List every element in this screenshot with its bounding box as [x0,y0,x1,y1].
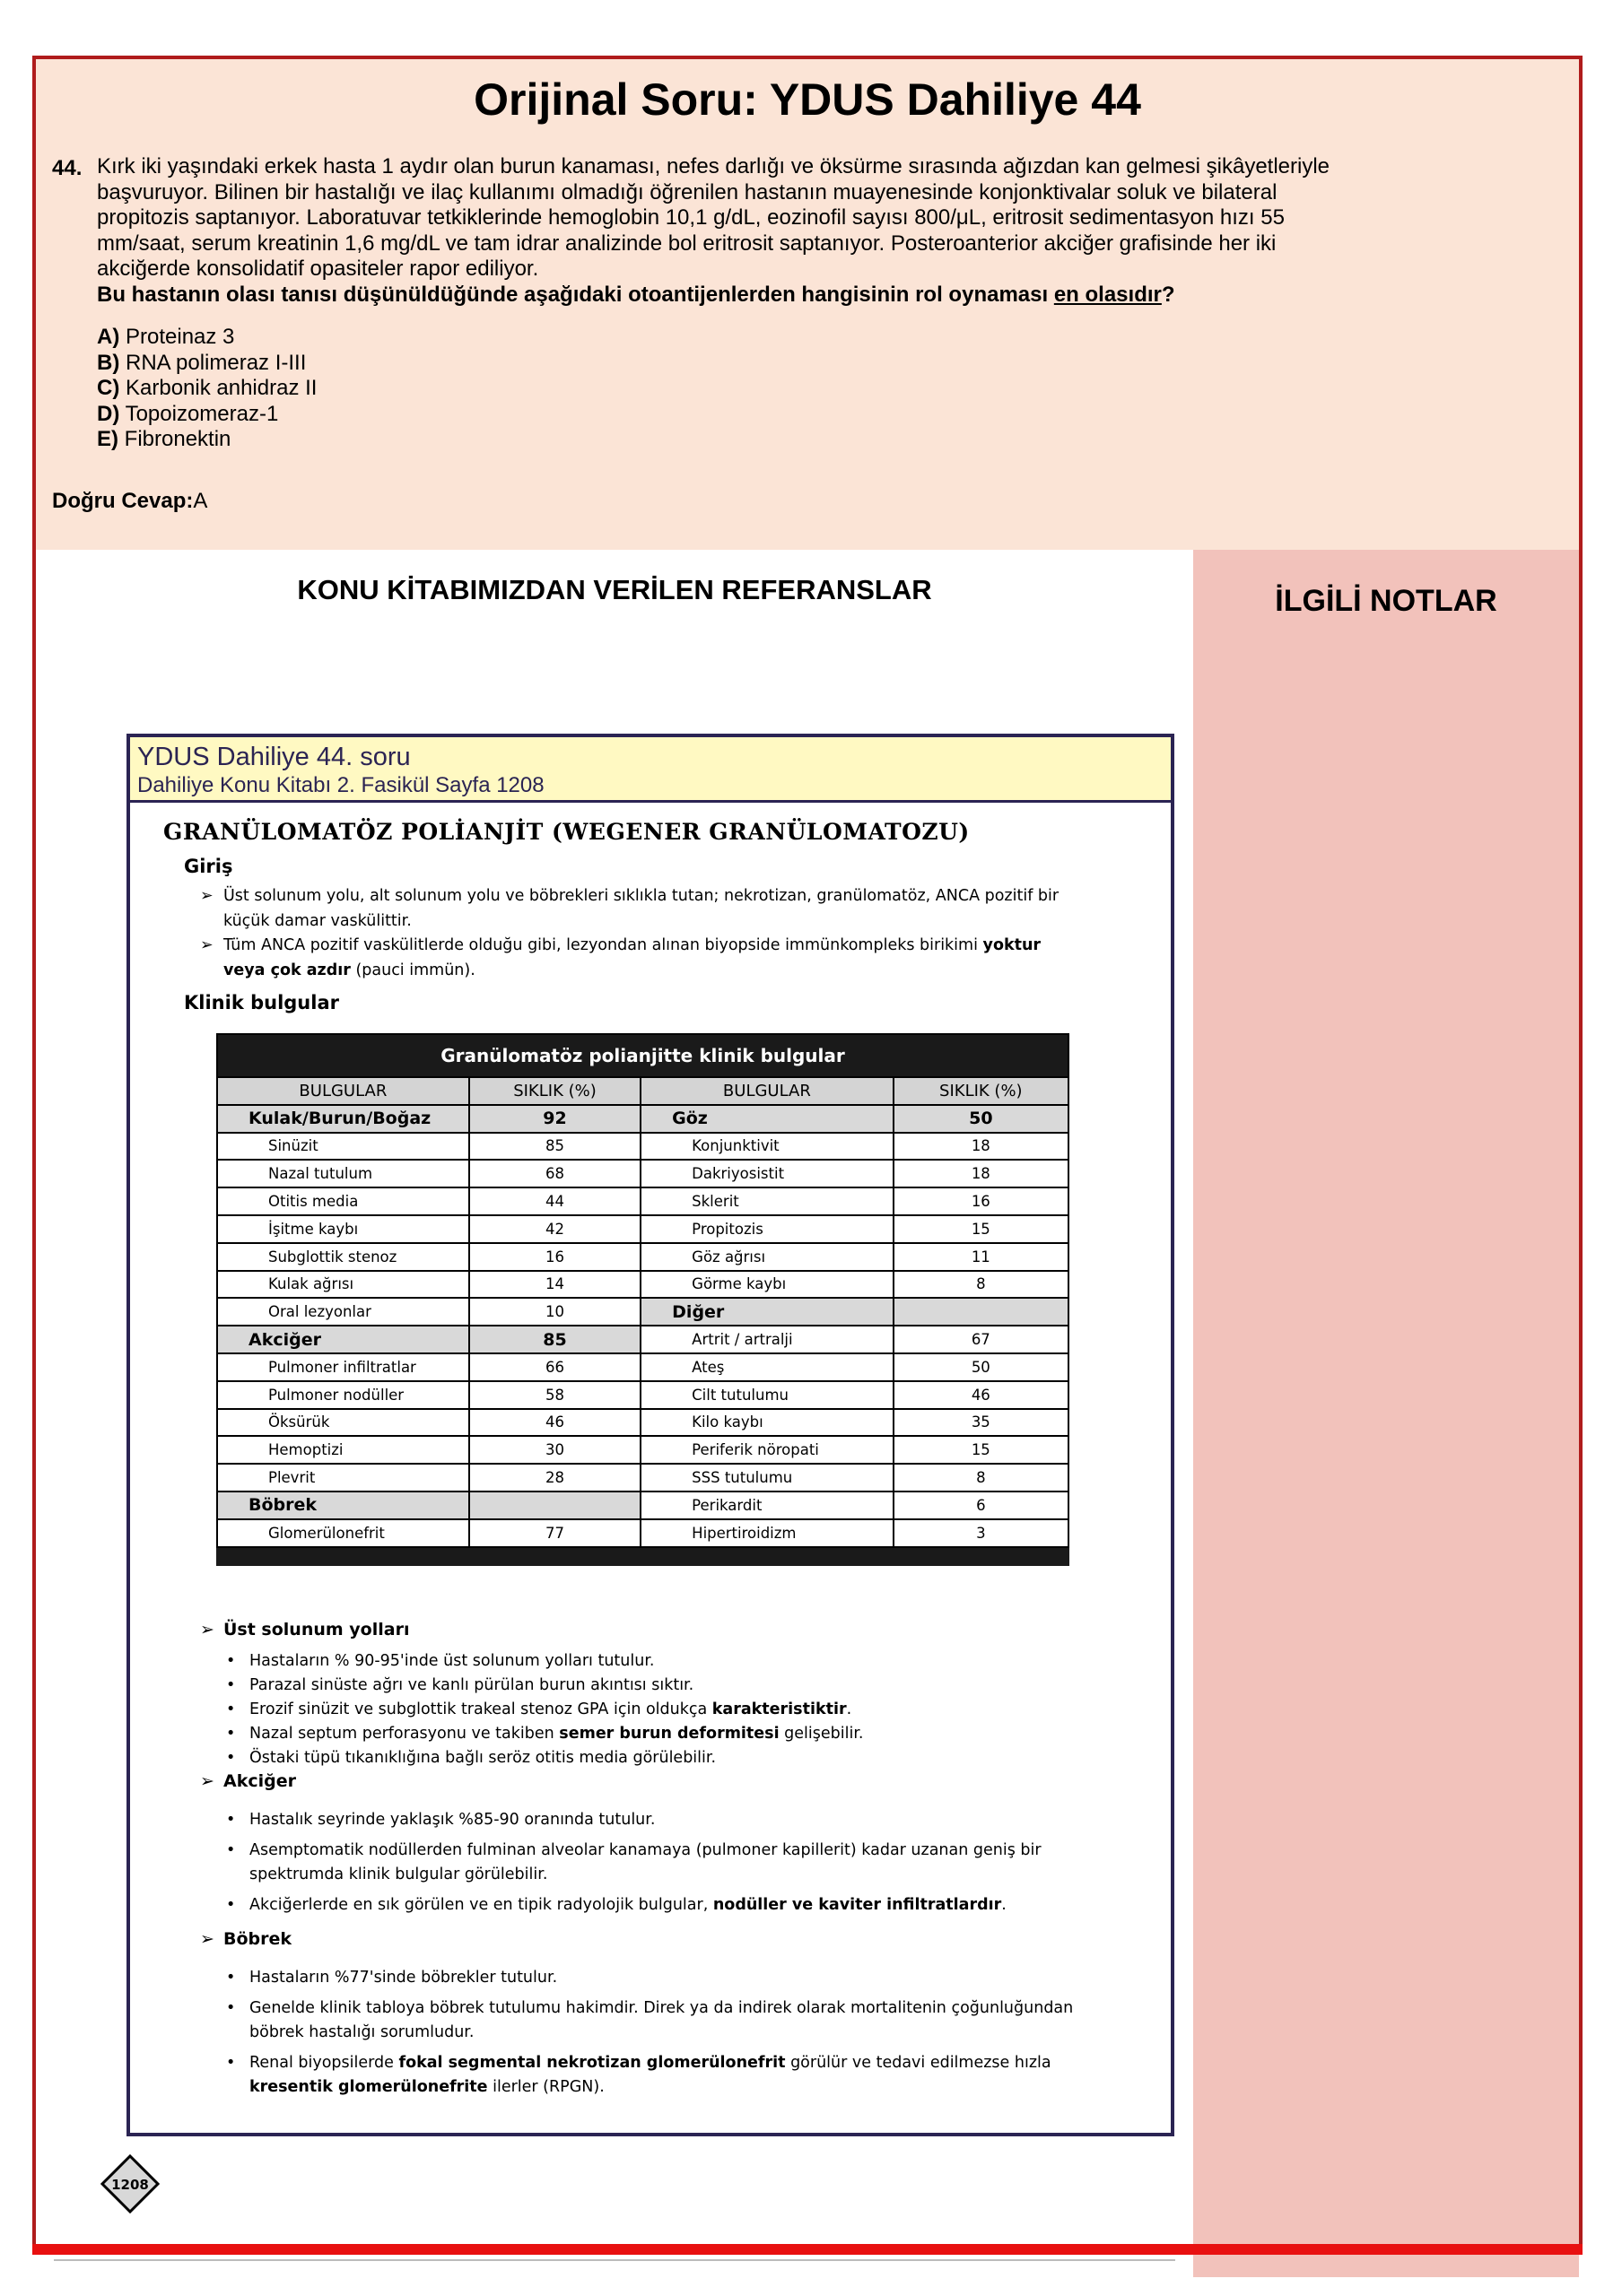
list-item: • Hastalık seyrinde yaklaşık %85-90 oranında tutulur. [249,1808,1075,1832]
finding-frequency: 16 [469,1243,641,1271]
finding-name: Kulak/Burun/Boğaz [217,1105,469,1133]
bullet-dot-icon: • [226,1811,236,1829]
list-item: • Asemptomatik nodüllerden fulminan alveolar kanamaya (pulmoner kapillerit) kadar uzanan geniş bir spektrumda klinik bulgular görülebilir. [249,1839,1075,1887]
notes-title: İLGİLİ NOTLAR [1275,584,1497,618]
intro-heading: Giriş [184,856,233,877]
finding-name: Pulmoner nodüller [217,1381,469,1409]
finding-frequency: 35 [894,1409,1068,1437]
arrow-bullet-icon: ➢ [200,1771,214,1791]
option-d: D) Topoizomeraz-1 [97,401,279,426]
list-item: • Hastaların % 90-95'inde üst solunum yolları tutulur. [249,1649,1075,1674]
finding-frequency: 3 [894,1519,1068,1547]
finding-name: Hemoptizi [217,1436,469,1464]
bottom-red-rule [32,2244,1583,2255]
finding-name: Göz [641,1105,893,1133]
bullet-dot-icon: • [226,1841,236,1859]
finding-frequency: 68 [469,1160,641,1187]
finding-frequency: 50 [894,1353,1068,1381]
list-item: • Erozif sinüzit ve subglottik trakeal stenoz GPA için oldukça karakteristiktir. [249,1698,1075,1722]
finding-frequency: 92 [469,1105,641,1133]
option-c: C) Karbonik anhidraz II [97,376,318,401]
finding-name: Glomerülonefrit [217,1519,469,1547]
finding-name: Kulak ağrısı [217,1271,469,1299]
question-line: propitozis saptanıyor. Laboratuvar tetkiklerinde hemoglobin 10,1 g/dL, eozinofil sayısı 800/μL, eritrosit sedimentasyon hızı 55 [97,205,1285,230]
bullet-dot-icon: • [226,1700,236,1718]
bullet-dot-icon: • [226,1896,236,1914]
finding-name: Sklerit [641,1187,893,1215]
question-line: akciğerde konsolidatif opasiteler rapor ediliyor. [97,257,539,282]
list-item: • Genelde klinik tabloya böbrek tutulumu hakimdir. Direk ya da indirek olarak mortalitenin çoğunluğundan böbrek hastalığı sorumludur. [249,1996,1075,2045]
finding-frequency: 11 [894,1243,1068,1271]
option-b: B) RNA polimeraz I-III [97,350,307,375]
finding-name: Öksürük [217,1409,469,1437]
finding-frequency: 14 [469,1271,641,1299]
option-a: A) Proteinaz 3 [97,325,235,349]
finding-name: Subglottik stenoz [217,1243,469,1271]
list-item: • Nazal septum perforasyonu ve takiben semer burun deformitesi gelişebilir. [249,1722,1075,1746]
finding-name: Hipertiroidizm [641,1519,893,1547]
kidney-heading: ➢ Böbrek [200,1929,292,1949]
bullet-dot-icon: • [226,1749,236,1767]
references-title: KONU KİTABIMIZDAN VERİLEN REFERANSLAR [297,574,932,605]
page-title: GRANÜLOMATÖZ POLİANJİT (WEGENER GRANÜLOMATOZU) [163,819,970,845]
list-item: • Östaki tüpü tıkanıklığına bağlı seröz otitis media görülebilir. [249,1746,1075,1770]
finding-name: Cilt tutulumu [641,1381,893,1409]
finding-name: Periferik nöropati [641,1436,893,1464]
finding-frequency: 77 [469,1519,641,1547]
table-header: BULGULAR [641,1077,893,1105]
stem-emphasis: en olasıdır [1053,282,1162,307]
arrow-bullet-icon: ➢ [200,936,214,954]
finding-name: Nazal tutulum [217,1160,469,1187]
finding-frequency: 6 [894,1492,1068,1519]
finding-frequency: 42 [469,1215,641,1243]
list-item: • Hastaların %77'sinde böbrekler tutulur. [249,1966,1075,1990]
bottom-thin-rule [54,2259,1175,2261]
finding-frequency: 85 [469,1133,641,1161]
finding-frequency: 85 [469,1326,641,1353]
list-item: • Parazal sinüste ağrı ve kanlı pürülan burun akıntısı sıktır. [249,1674,1075,1698]
table-caption: Granülomatöz polianjitte klinik bulgular [217,1034,1068,1077]
question-line: Kırk iki yaşındaki erkek hasta 1 aydır olan burun kanaması, nefes darlığı ve öksürme sırasında ağızdan kan gelmesi şikâyetleriyle [97,154,1330,178]
finding-frequency: 10 [469,1298,641,1326]
intro-bullet: ➢ Tüm ANCA pozitif vaskülitlerde olduğu gibi, lezyondan alınan biyopside immünkompleks birikimi yoktur veya çok azdır (pauci immün). [223,933,1067,983]
question-line: başvuruyor. Bilinen bir hastalığı ve ilaç kullanımı olmadığı öğrenilen hastanın muayenesinde konjonktivalar soluk ve bilateral [97,179,1278,204]
question-stem: Bu hastanın olası tanısı düşünüldüğünde aşağıdaki otoantijenlerden hangisinin rol oynaması en olasıdır? [97,282,1175,307]
finding-frequency: 30 [469,1436,641,1464]
list-item: • Akciğerlerde en sık görülen ve en tipik radyolojik bulgular, nodüller ve kaviter infiltratlardır. [249,1893,1075,1918]
finding-name: Ateş [641,1353,893,1381]
finding-name: Böbrek [217,1492,469,1519]
finding-name: Sinüzit [217,1133,469,1161]
bullet-dot-icon: • [226,1999,236,2017]
finding-frequency: 28 [469,1464,641,1492]
finding-frequency: 18 [894,1133,1068,1161]
bullet-dot-icon: • [226,1652,236,1670]
finding-frequency: 46 [894,1381,1068,1409]
arrow-bullet-icon: ➢ [200,887,214,905]
option-e: E) Fibronektin [97,427,231,452]
finding-frequency: 67 [894,1326,1068,1353]
arrow-bullet-icon: ➢ [200,1929,214,1949]
finding-name: Propitozis [641,1215,893,1243]
correct-answer: Doğru Cevap:A [52,489,208,513]
bullet-dot-icon: • [226,1969,236,1987]
finding-name: Konjunktivit [641,1133,893,1161]
finding-name: Dakriyosistit [641,1160,893,1187]
finding-frequency: 66 [469,1353,641,1381]
upper-airway-heading: ➢ Üst solunum yolları [200,1620,410,1639]
finding-name: SSS tutulumu [641,1464,893,1492]
intro-bullet: ➢ Üst solunum yolu, alt solunum yolu ve böbrekleri sıklıkla tutan; nekrotizan, granülomatöz, ANCA pozitif bir küçük damar vaskülittir. [223,883,1067,934]
finding-name: Akciğer [217,1326,469,1353]
finding-frequency: 50 [894,1105,1068,1133]
finding-frequency: 15 [894,1215,1068,1243]
clinical-heading: Klinik bulgular [184,992,339,1013]
arrow-bullet-icon: ➢ [200,1620,214,1639]
finding-name: Göz ağrısı [641,1243,893,1271]
question-number: 44. [52,156,83,180]
finding-name: Plevrit [217,1464,469,1492]
finding-frequency: 18 [894,1160,1068,1187]
finding-name: Pulmoner infiltratlar [217,1353,469,1381]
finding-name: Görme kaybı [641,1271,893,1299]
reference-header-source: Dahiliye Konu Kitabı 2. Fasikül Sayfa 1208 [137,773,545,797]
finding-frequency: 15 [894,1436,1068,1464]
finding-frequency: 8 [894,1271,1068,1299]
reference-header-title: YDUS Dahiliye 44. soru [137,743,411,771]
finding-frequency: 46 [469,1409,641,1437]
table-header: SIKLIK (%) [469,1077,641,1105]
finding-name: Artrit / artralji [641,1326,893,1353]
page-number: 1208 [111,2177,149,2193]
finding-frequency: 8 [894,1464,1068,1492]
bullet-dot-icon: • [226,1725,236,1743]
finding-name: Oral lezyonlar [217,1298,469,1326]
finding-frequency: 44 [469,1187,641,1215]
question-title: Orijinal Soru: YDUS Dahiliye 44 [474,74,1141,125]
question-line: mm/saat, serum kreatinin 1,6 mg/dL ve tam idrar analizinde bol eritrosit saptanıyor. Posteroanterior akciğer grafisinde her iki [97,230,1277,256]
table-header: BULGULAR [217,1077,469,1105]
finding-frequency: 16 [894,1187,1068,1215]
bullet-dot-icon: • [226,2054,236,2072]
finding-name: İşitme kaybı [217,1215,469,1243]
finding-name: Diğer [641,1298,893,1326]
list-item: • Renal biyopsilerde fokal segmental nekrotizan glomerülonefrit görülür ve tedavi edilmezse hızla kresentik glomerülonefrite ilerler (RPGN). [249,2051,1075,2100]
bullet-dot-icon: • [226,1676,236,1694]
finding-name: Perikardit [641,1492,893,1519]
finding-name: Kilo kaybı [641,1409,893,1437]
finding-name: Otitis media [217,1187,469,1215]
page-frame [32,56,1583,2251]
lung-heading: ➢ Akciğer [200,1771,296,1791]
finding-frequency: 58 [469,1381,641,1409]
table-header: SIKLIK (%) [894,1077,1068,1105]
